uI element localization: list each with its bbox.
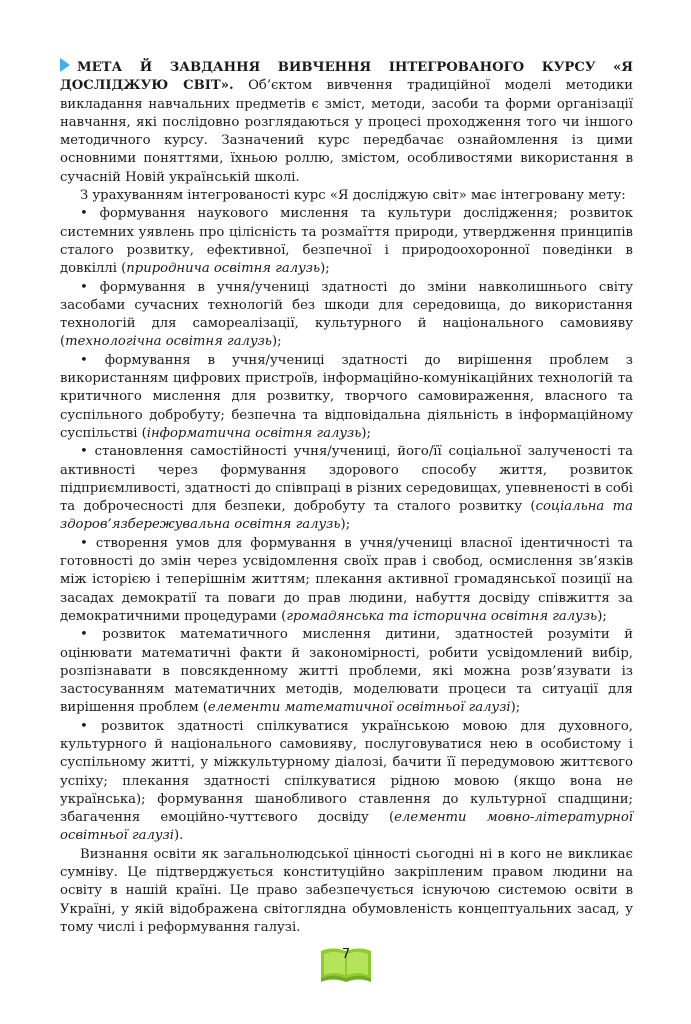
field-name: громадянська та історична освітня галузь: [286, 608, 598, 624]
bullet-item: • розвиток математичного мислення дитини, здатностей розуміти й оцінювати математичні факти й закономірності, робити усвідомлений вибір, розпізнавати в повсякденному житті проблеми, які можна розв’язувати із застосуванням математичних методів, моделювати процеси та ситуації для вирішення проблем (елементи математичної освітньої галузі);: [60, 627, 633, 716]
field-name: інформатична освітня галузь: [146, 425, 362, 441]
field-name: соціальна та здоров’язбережувальна освітня галузь: [60, 499, 633, 533]
field-name: технологічна освітня галузь: [65, 334, 272, 350]
bullet-item: • становлення самостійності учня/учениці, його/її соціальної залученості та активності через формування здорового способу життя, розвиток підприємливості, здатності до співпраці в різних середовищах, упевненості в собі та доброчесності для безпеки, добробуту та сталого розвитку (соціальна та здоров’язбережувальна освітня галузь);: [60, 444, 633, 533]
intro-paragraph: [60, 58, 633, 187]
closing-paragraph: Визнання освіти як загальнолюдської цінності сьогодні ні в кого не викликає сумніву. Це підтверджується конституційно закріпленим правом людини на освіту в нашій країні. Це право забезпечується існуючою системою освіти в Україні, у якій відображена світоглядна обумовленість концептуальних засад, у тому числі і реформування галузі.: [60, 846, 633, 935]
page-number: 7: [341, 947, 351, 962]
goal-intro: З урахуванням інтегрованості курс «Я досліджую світ» має інтегровану мету:: [80, 188, 626, 204]
bullet-item: • формування в учня/учениці здатності до вирішення проблем з використанням цифрових пристроїв, інформаційно-комунікаційних технологій та критичного мислення для розвитку, творчого самовираження, власного та суспільного добробуту; безпечна та відповідальна діяльність в інформаційному суспільстві (інформатична освітня галузь);: [60, 352, 633, 441]
field-name: природнича освітня галузь: [126, 261, 321, 277]
bullet-item: • розвиток здатності спілкуватися українською мовою для духовного, культурного й національного самовияву, послуговуватися нею в особистому і суспільному житті, у міжкультурному діалозі, бачити її передумовою життєвого успіху; плекання здатності спілкуватися рідною мовою (якщо вона не українська); формування шанобливого ставлення до культурної спадщини; збагачення емоційно-чуттєвого досвіду (елементи мовно-літературної освітньої галузі).: [60, 718, 634, 844]
field-name: елементи мовно-літературної освітньої галузі: [60, 810, 634, 844]
section-heading: МЕТА Й ЗАВДАННЯ ВИВЧЕННЯ ІНТЕГРОВАНОГО КУРСУ «Я ДОСЛІДЖУЮ СВІТ».: [60, 60, 633, 94]
page-content: [60, 58, 633, 937]
intro-text: Об’єктом вивчення традиційної моделі методики викладання навчальних предметів є зміст, методи, засоби та форми організації навчання, які послідовно розглядаються у процесі проходження того чи іншого методичного курсу. Зазначений курс передбачає ознайомлення із цими основними поняттями, їхньою роллю, змістом, особливостями використання в сучасній Новій українській школі.: [60, 78, 634, 185]
bullet-item: • створення умов для формування в учня/учениці власної ідентичності та готовності до змін через усвідомлення своїх прав і свобод, осмислення зв’язків між історією і теперішнім життям; плекання активної громадянської позиції на засадах демократії та поваги до прав людини, набуття досвіду співжиття за демократичними процедурами (громадянська та історична освітня галузь);: [60, 535, 633, 624]
arrow-marker-icon: [60, 58, 70, 72]
field-name: елементи математичної освітньої галузі: [207, 700, 511, 716]
bullet-item: • формування наукового мислення та культури дослідження; розвиток системних уявлень про цілісність та розмаїття природи, утвердження принципів сталого розвитку, ефективної, безпечної і природоохоронної поведінки в довкіллі (природнича освітня галузь);: [60, 206, 633, 277]
bullet-item: • формування в учня/учениці здатності до зміни навколишнього світу засобами сучасних технологій без шкоди для середовища, до використання технологій для самореалізації, культурного й національного самовияву (технологічна освітня галузь);: [60, 279, 633, 350]
